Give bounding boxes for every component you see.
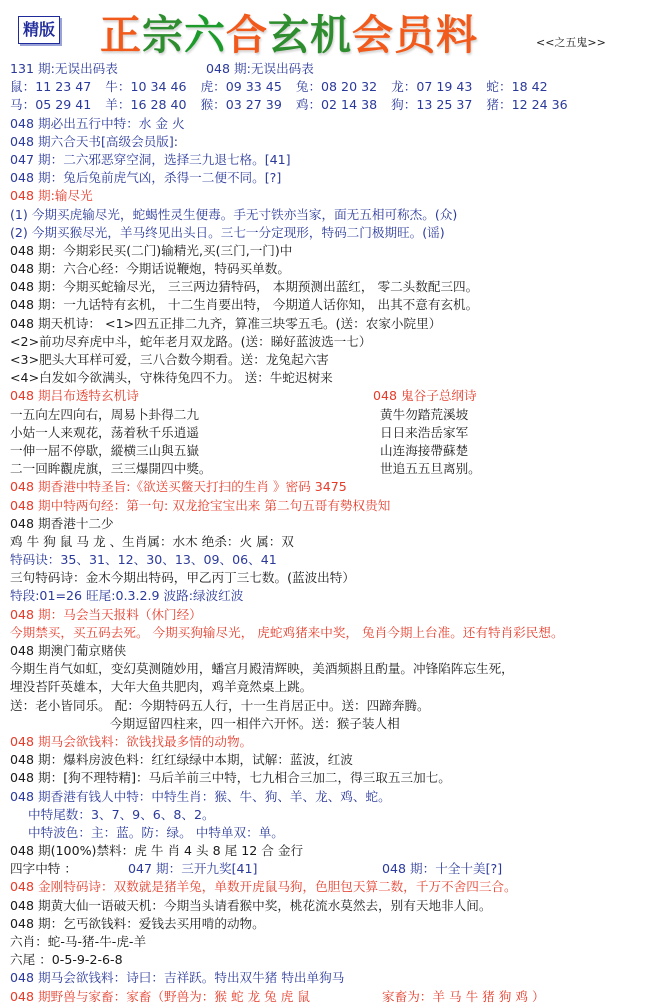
yeshou-wild: 048 期野兽与家畜：家畜（野兽为：猴 蛇 龙 兔 虎 鼠: [10, 988, 310, 1004]
line-code-table-title: [10, 60, 660, 78]
line-047-result: 047 期：二六邪恶穿空洞，选择三九退七格。[41]: [10, 151, 291, 167]
lubu-poem-line: 一五向左四向右，周易卜卦得二九: [10, 406, 199, 422]
title-char: 合: [226, 11, 268, 59]
line-dushe-4: 今期逗留四柱来，四一相伴六开怀。送：猴子装人相: [110, 715, 400, 731]
line-shujin-2: (2) 今期买猴尽光，羊马终见出头日。三七一分定现形，特码二门极期旺。(谣): [10, 224, 445, 240]
guiguzi-poem-line: 山连海接帶蘇楚: [380, 442, 469, 458]
line-poem-titles: [10, 387, 660, 405]
line-she: 048 期：今期买蛇输尽光， 三三两边猜特码， 本期预测出蓝红， 零二头数配三四。: [10, 279, 479, 295]
line-tianji-2: <2>前功尽弃虎中斗，蛇年老月双龙路。(送：睇好蓝波选一七）: [10, 333, 372, 349]
line-tianshu: 048 期六合天书[高级会员版]:: [10, 133, 179, 149]
zodiac-row-1: [10, 78, 660, 96]
line-jinmai: 今期禁买，买五码去死。 今期买狗输尽光， 虎蛇鸡猪来中奖， 兔肖今期上台准。还有特肖彩民想。: [10, 624, 564, 640]
lubu-poem-title: 048 期吕布透特玄机诗: [10, 388, 139, 404]
edition-badge: 精版: [18, 16, 60, 44]
zodiac-numbers: 猪：12 24 36: [486, 97, 568, 113]
poem-row-3: [10, 442, 660, 460]
line-tianji-3: <3>肥头大耳样可爱，三八合数今期看。送：龙兔起六害: [10, 352, 329, 367]
code-table-title-048: 048 期:无误出码表: [206, 61, 314, 76]
line-code-formula: 特码诀：35、31、12、30、13、09、06、41: [10, 552, 277, 568]
title-char: 正: [100, 11, 142, 59]
zodiac-numbers: 羊：16 28 40: [105, 97, 187, 113]
page-title: [100, 2, 478, 61]
line-shengzhi: 048 期香港中特圣旨:《欲送买鳖天打扫的生肖 》密码 3475: [10, 479, 347, 495]
zodiac-numbers: 牛：10 34 46: [105, 79, 187, 95]
lubu-poem-line: 二一回眸觀虎旗，三三爆開四中獎。: [10, 461, 212, 477]
line-yuqian-2: 048 期马会欲钱料：诗曰：吉祥跃。特出双牛猪 特出单狗马: [10, 970, 345, 986]
line-048-result: 048 期：兔后兔前虎气凶，杀得一二便不同。[?]: [10, 170, 282, 186]
guiguzi-poem-line: 日日来浩岳家军: [380, 424, 469, 440]
content: [10, 60, 660, 1006]
zodiac-numbers: 猴：03 27 39: [200, 97, 282, 113]
code-table-title-131: 131 期:无误出码表: [10, 61, 118, 76]
line-tianji-1: 048 期天机诗： <1>四五正排二九齐，算准三块零五毛。(送：农家小院里）: [10, 315, 442, 331]
zodiac-numbers: 兔：08 20 32: [295, 79, 378, 95]
line-xinjing: 048 期：六合心经：今期话说鞭炮，特码买单数。: [10, 261, 290, 277]
header: [0, 0, 667, 59]
line-youqianren: 048 期香港有钱人中特：中特生肖：猴、牛、狗、羊、龙、鸡、蛇。: [10, 788, 391, 804]
title-char: 玄: [268, 11, 310, 59]
line-liuwei: 六尾 ：0-5-9-2-6-8: [10, 952, 123, 968]
line-huangdaxian: 048 期黄大仙一语破天机：今期当头请看猴中奖，桃花流水莫然去，别有天地非人间。: [10, 897, 492, 913]
zodiac-numbers: 蛇：18 42: [486, 79, 548, 95]
line-qigai: 048 期：乞丐欲钱料：爱钱去买用啃的动物。: [10, 915, 265, 931]
line-jingang: 048 金刚特码诗：双数就是猪羊兔，单数开虎鼠马狗，色胆包天算二数，千万不舍四三合。: [10, 879, 517, 895]
line-xiumen: 048 期：马会当天报料（休门经）: [10, 606, 202, 622]
title-char: 六: [184, 11, 226, 59]
line-liangjujing: 048 期中特两句经：第一句: 双龙抢宝宝出来 第二句五哥有勢权贵知: [10, 497, 391, 513]
title-char: 会: [352, 11, 394, 59]
zodiac-numbers: 龙：07 19 43: [391, 79, 473, 95]
zodiac-numbers: 鸡：02 14 38: [295, 97, 378, 113]
line-dushe-2: 埋没苔阡英雄本，大年大鱼共肥肉，鸡羊竟然桌上跳。: [10, 679, 313, 695]
sizi-047: 047 期：三开九奖[41]: [128, 861, 258, 877]
line-caimin: 048 期：今期彩民买(二门)输精光,买(三门,一门)中: [10, 242, 293, 258]
line-dushe: 048 期澳门葡京赌侠: [10, 643, 127, 658]
line-wuxing: 048 期必出五行中特：水 金 火: [10, 115, 185, 131]
zodiac-numbers: 狗：13 25 37: [391, 97, 473, 113]
title-char: 机: [310, 11, 352, 59]
line-dushe-3: 送：老小皆同乐。 配：今期特码五人行，十一生肖居正中。送：四蹄奔腾。: [10, 697, 430, 713]
line-shujin-heading: 048 期:输尽光: [10, 188, 93, 204]
lubu-poem-line: 一伸一屈不停歇，縱横三山與五嶽: [10, 442, 199, 458]
line-dushe-1: 今期生肖气如虹，变幻莫测随妙用，蟠宫月殿清辉映，美酒频斟且酌量。冲锋陷阵忘生死，: [10, 661, 514, 677]
line-segment: 特段:01=26 旺尾:0.3.2.9 波路:绿波红波: [10, 588, 244, 604]
line-bose: 048 期：爆料房波色料：红红绿绿中本期，试解：蓝波，红波: [10, 752, 353, 768]
line-zodiac-list: 鸡 牛 狗 鼠 马 龙 、生肖属：水木 绝杀：火 属：双: [10, 533, 294, 549]
poem-row-4: [10, 460, 660, 478]
title-char: 宗: [142, 11, 184, 59]
author-signature: <<之五鬼>>: [536, 36, 606, 49]
line-jinliao: 048 期(100%)禁料：虎 牛 肖 4 头 8 尾 12 合 金行: [10, 843, 304, 859]
line-tianji-4: <4>白发如今欲满头，守株待兔四不力。 送：牛蛇迟树来: [10, 370, 333, 386]
line-shujin-1: (1) 今期买虎输尽光，蛇蝎性灵生便毒。手无寸铁亦当家，面无五相可称杰。(众): [10, 206, 458, 222]
zodiac-numbers: 鼠：11 23 47: [10, 79, 92, 95]
line-yijiu: 048 期：一九话特有玄机， 十二生肖要出特， 今期道人话你知， 出其不意有玄机。: [10, 297, 479, 313]
poem-row-2: [10, 424, 660, 442]
line-weishu: 中特尾数：3、7、9、6、8、2。: [28, 806, 215, 822]
sizi-048: 048 期：十全十美[?]: [382, 861, 503, 877]
zodiac-row-2: [10, 96, 660, 114]
line-yuqian-1: 048 期马会欲钱料：欲钱找最多情的动物。: [10, 733, 253, 749]
line-three-verse: 三句特码诗：金木今期出特码，甲乙丙丁三七数。(蓝波出特）: [10, 570, 355, 586]
line-bose-danshuang: 中特波色：主：蓝。防：绿。 中特单双：单。: [28, 824, 284, 840]
line-yeshou: [10, 988, 660, 1006]
guiguzi-poem-title: 048 鬼谷子总纲诗: [373, 388, 477, 404]
guiguzi-poem-line: 黄牛勿踏荒溪坡: [380, 406, 469, 422]
line-liuxiao: 六肖：蛇-马-猪-牛-虎-羊: [10, 934, 147, 949]
title-char: 料: [436, 11, 478, 59]
sizi-label: 四字中特 ：: [10, 861, 77, 877]
line-goubuli: 048 期：[狗不理特精]：马后羊前三中特，七九相合三加二，得三取五三加七。: [10, 770, 451, 786]
line-shierShao: 048 期香港十二少: [10, 515, 114, 531]
guiguzi-poem-line: 世追五五旦离别。: [380, 461, 481, 477]
lubu-poem-line: 小姑一人来观花，荡着秋千乐逍遥: [10, 424, 199, 440]
zodiac-numbers: 马：05 29 41: [10, 97, 92, 113]
poem-row-1: [10, 406, 660, 424]
line-sizi: [10, 860, 660, 878]
title-char: 员: [394, 11, 436, 59]
zodiac-numbers: 虎：09 33 45: [200, 79, 282, 95]
yeshou-domestic: 家畜为：羊 马 牛 猪 狗 鸡 ）: [382, 988, 545, 1004]
